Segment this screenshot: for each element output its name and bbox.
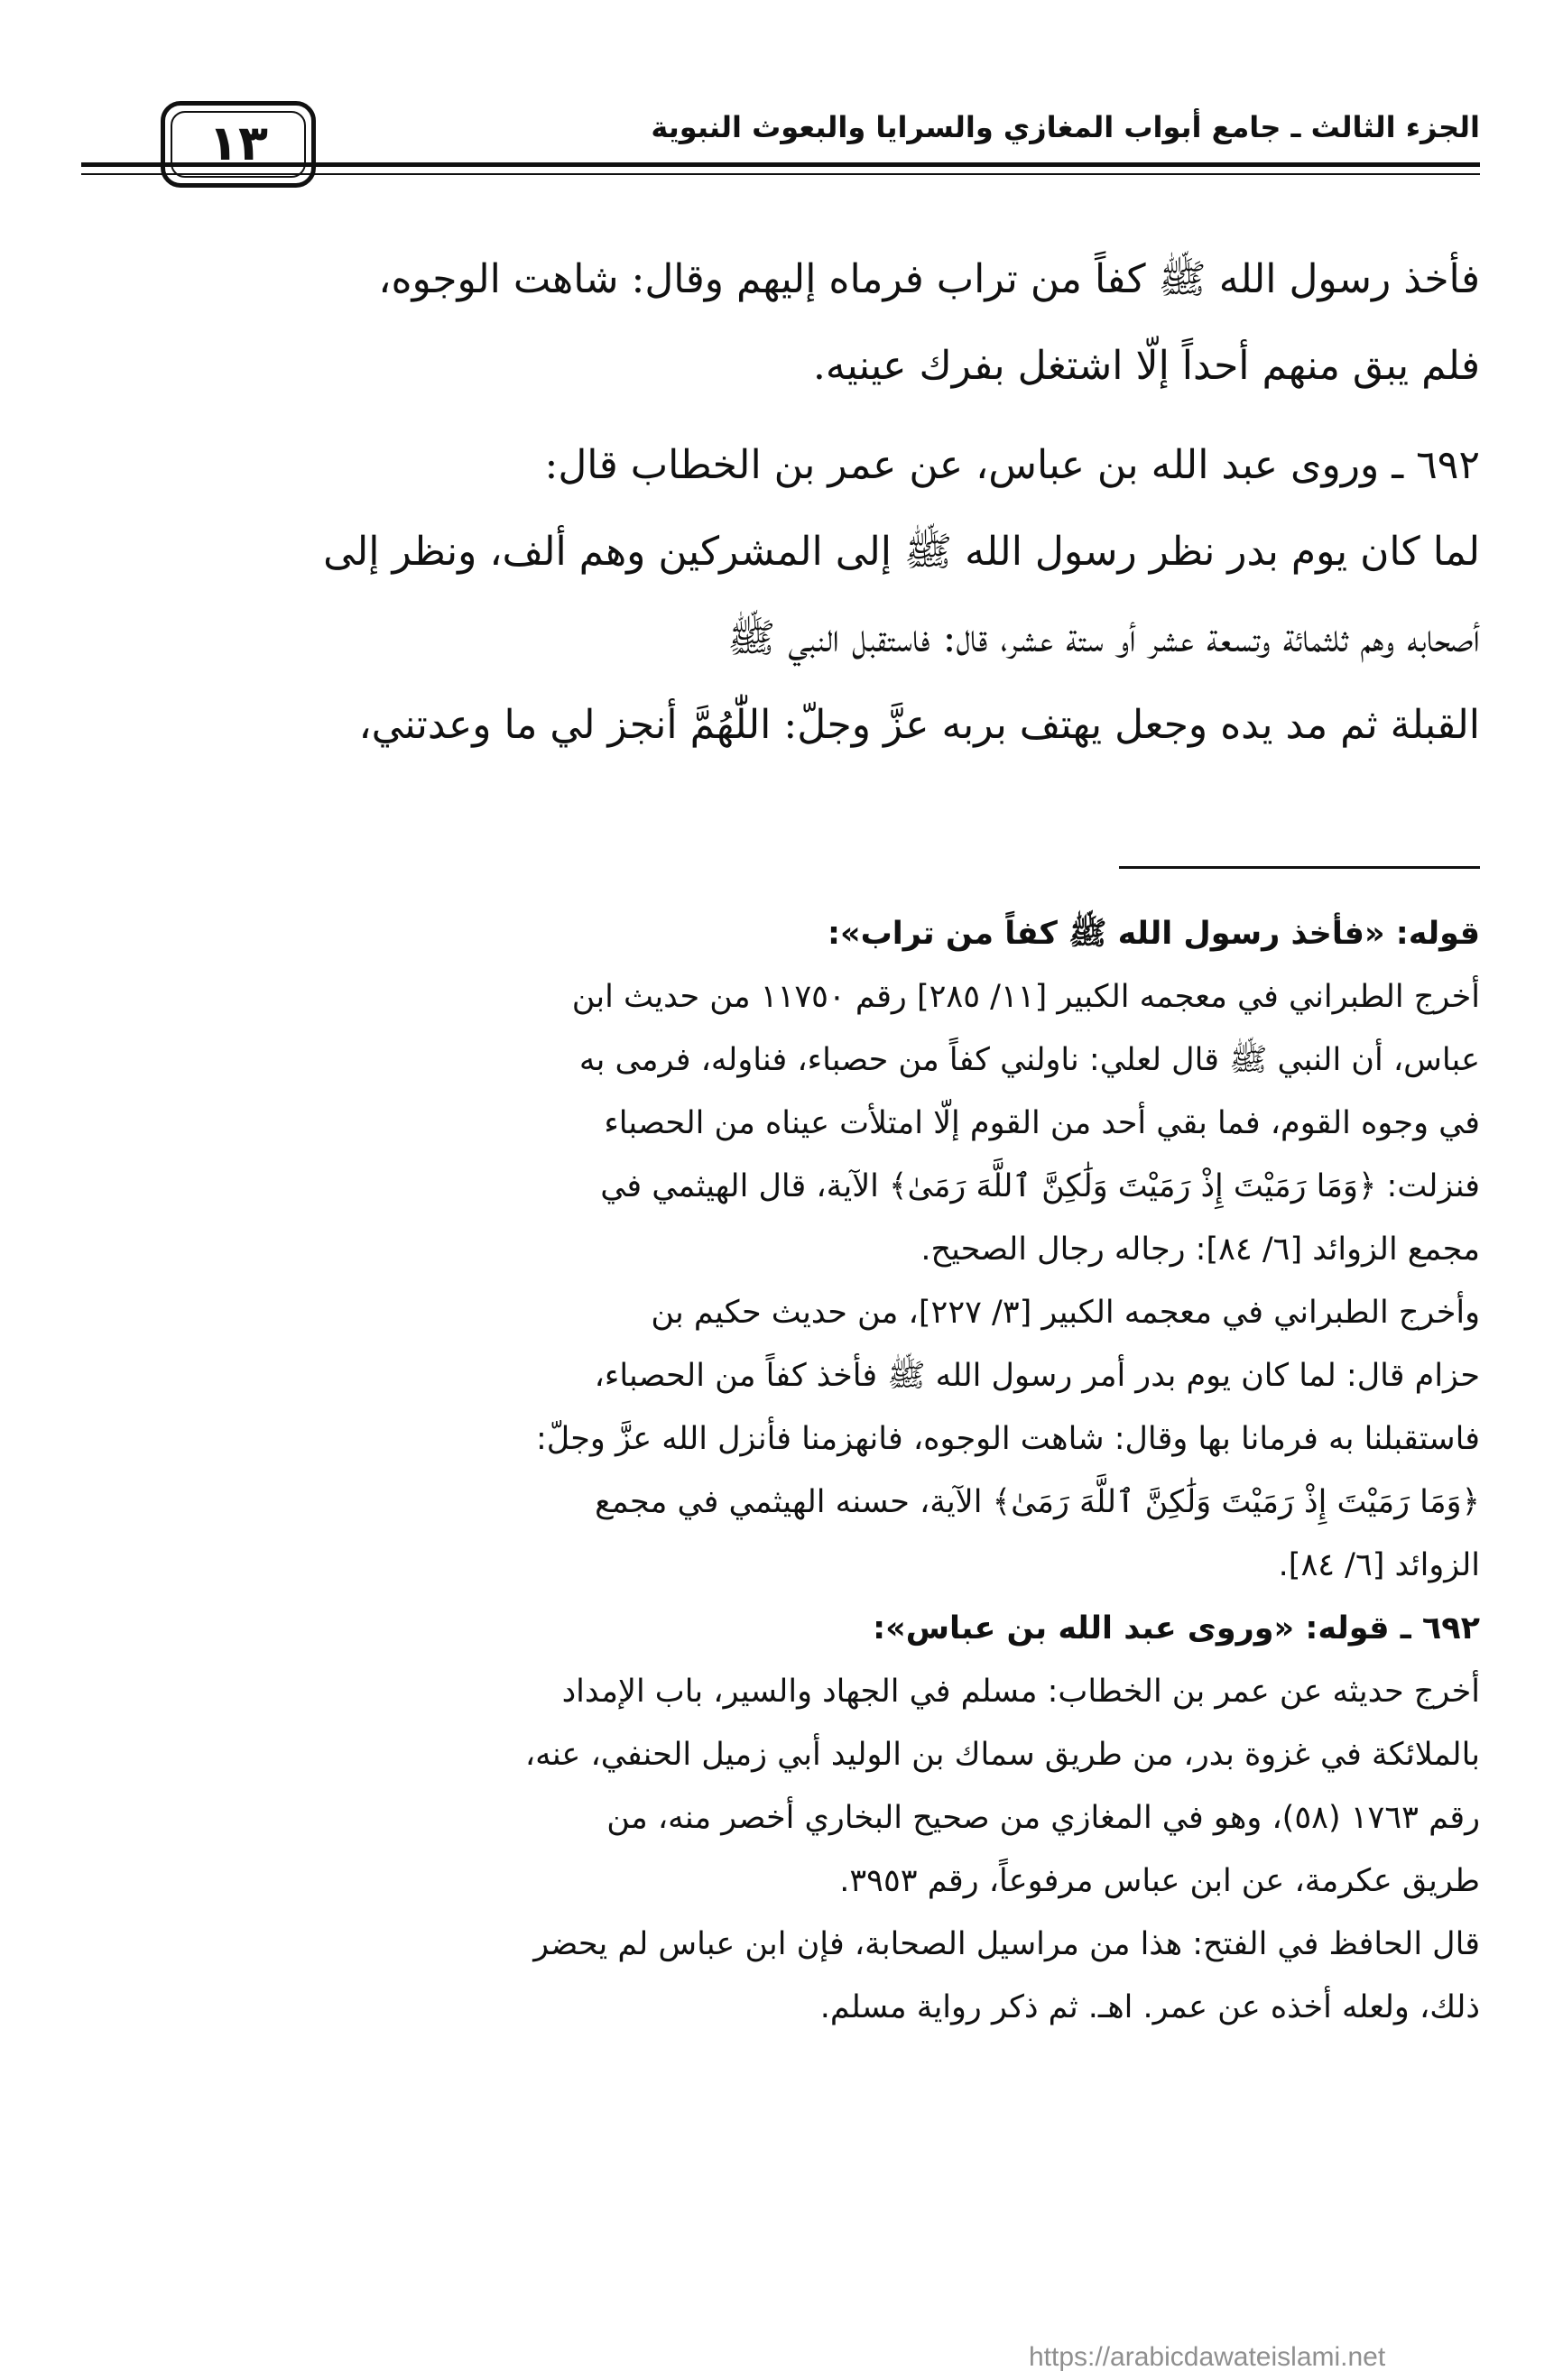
footnote-line: ﴿وَمَا رَمَيْتَ إِذْ رَمَيْتَ وَلَٰكِنَّ ٱللَّهَ رَمَىٰ﴾ الآية، حسنه الهيثمي في مجمع — [595, 1484, 1480, 1520]
footnote-line: في وجوه القوم، فما بقي أحد من القوم إلّا امتلأت عيناه من الحصباء — [604, 1105, 1480, 1141]
main-paragraph-1 — [106, 236, 1480, 410]
footnote-line: فنزلت: ﴿وَمَا رَمَيْتَ إِذْ رَمَيْتَ وَلَٰكِنَّ ٱللَّهَ رَمَىٰ﴾ الآية، قال الهيثمي في — [600, 1168, 1480, 1204]
main-line: لما كان يوم بدر نظر رسول الله ﷺ إلى المشركين وهم ألف، ونظر إلى — [323, 529, 1480, 575]
footnote-separator — [1119, 866, 1480, 869]
header-rule-left-thick — [105, 162, 161, 167]
footnote-line: أخرج حديثه عن عمر بن الخطاب: مسلم في الجهاد والسير، باب الإمداد — [561, 1674, 1480, 1710]
footnote-line: أخرج الطبراني في معجمه الكبير [١١/ ٢٨٥] رقم ١١٧٥٠ من حديث ابن — [571, 979, 1480, 1015]
footnote-line: وأخرج الطبراني في معجمه الكبير [٣/ ٢٢٧]، من حديث حكيم بن — [651, 1295, 1480, 1331]
footnote-line: رقم ١٧٦٣ (٥٨)، وهو في المغازي من صحيح البخاري أخصر منه، من — [606, 1800, 1480, 1836]
footnote-line: عباس، أن النبي ﷺ قال لعلي: ناولني كفاً من حصباء، فناوله، فرمى به — [578, 1042, 1480, 1078]
watermark-url: https://arabicdawateislami.net — [1029, 2342, 1386, 2372]
footnote-line: قال الحافظ في الفتح: هذا من مراسيل الصحابة، فإن ابن عباس لم يحضر — [533, 1926, 1480, 1962]
footnote-heading: ٦٩٢ ـ قوله: «وروى عبد الله بن عباس»: — [873, 1610, 1480, 1647]
main-line: فلم يبق منهم أحداً إلّا اشتغل بفرك عينيه. — [812, 343, 1480, 389]
header-rule-left-thin — [105, 173, 161, 175]
footnote-line: ذلك، ولعله أخذه عن عمر. اهـ. ثم ذكر رواية مسلم. — [819, 1989, 1480, 2025]
footnote-line: حزام قال: لما كان يوم بدر أمر رسول الله ﷺ فأخذ كفاً من الحصباء، — [594, 1358, 1480, 1394]
footnote-line: طريق عكرمة، عن ابن عباس مرفوعاً، رقم ٣٩٥٣. — [839, 1863, 1480, 1899]
footnote-line: فاستقبلنا به فرمانا بها وقال: شاهت الوجوه، فانهزمنا فأنزل الله عزَّ وجلّ: — [535, 1421, 1480, 1457]
footnote-line: بالملائكة في غزوة بدر، من طريق سماك بن الوليد أبي زميل الحنفي، عنه، — [524, 1737, 1480, 1773]
main-text — [106, 236, 1480, 769]
running-header-title: الجزء الثالث ـ جامع أبواب المغازي والسرايا والبعوث النبوية — [651, 110, 1480, 144]
main-line: القبلة ثم مد يده وجعل يهتف بربه عزَّ وجلّ: اللّٰهُمَّ أنجز لي ما وعدتني، — [358, 702, 1480, 748]
footnote-line: الزوائد [٦/ ٨٤]. — [1278, 1547, 1480, 1583]
footnote-line: مجمع الزوائد [٦/ ٨٤]: رجاله رجال الصحيح. — [920, 1232, 1480, 1268]
main-line: فأخذ رسول الله ﷺ كفاً من تراب فرماه إليهم وقال: شاهت الوجوه، — [378, 256, 1480, 302]
footnote-heading: قوله: «فأخذ رسول الله ﷺ كفاً من تراب»: — [828, 916, 1480, 952]
main-line: ٦٩٢ ـ وروى عبد الله بن عباس، عن عمر بن الخطاب قال: — [544, 442, 1480, 488]
page-number: ١٣ — [208, 114, 268, 171]
main-line: أصحابه وهم ثلثمائة وتسعة عشر أو ستة عشر، قال: فاستقبل النبي ﷺ — [727, 615, 1480, 661]
page-number-frame — [161, 101, 316, 188]
footnotes — [106, 902, 1480, 2039]
main-paragraph-2 — [106, 422, 1480, 769]
